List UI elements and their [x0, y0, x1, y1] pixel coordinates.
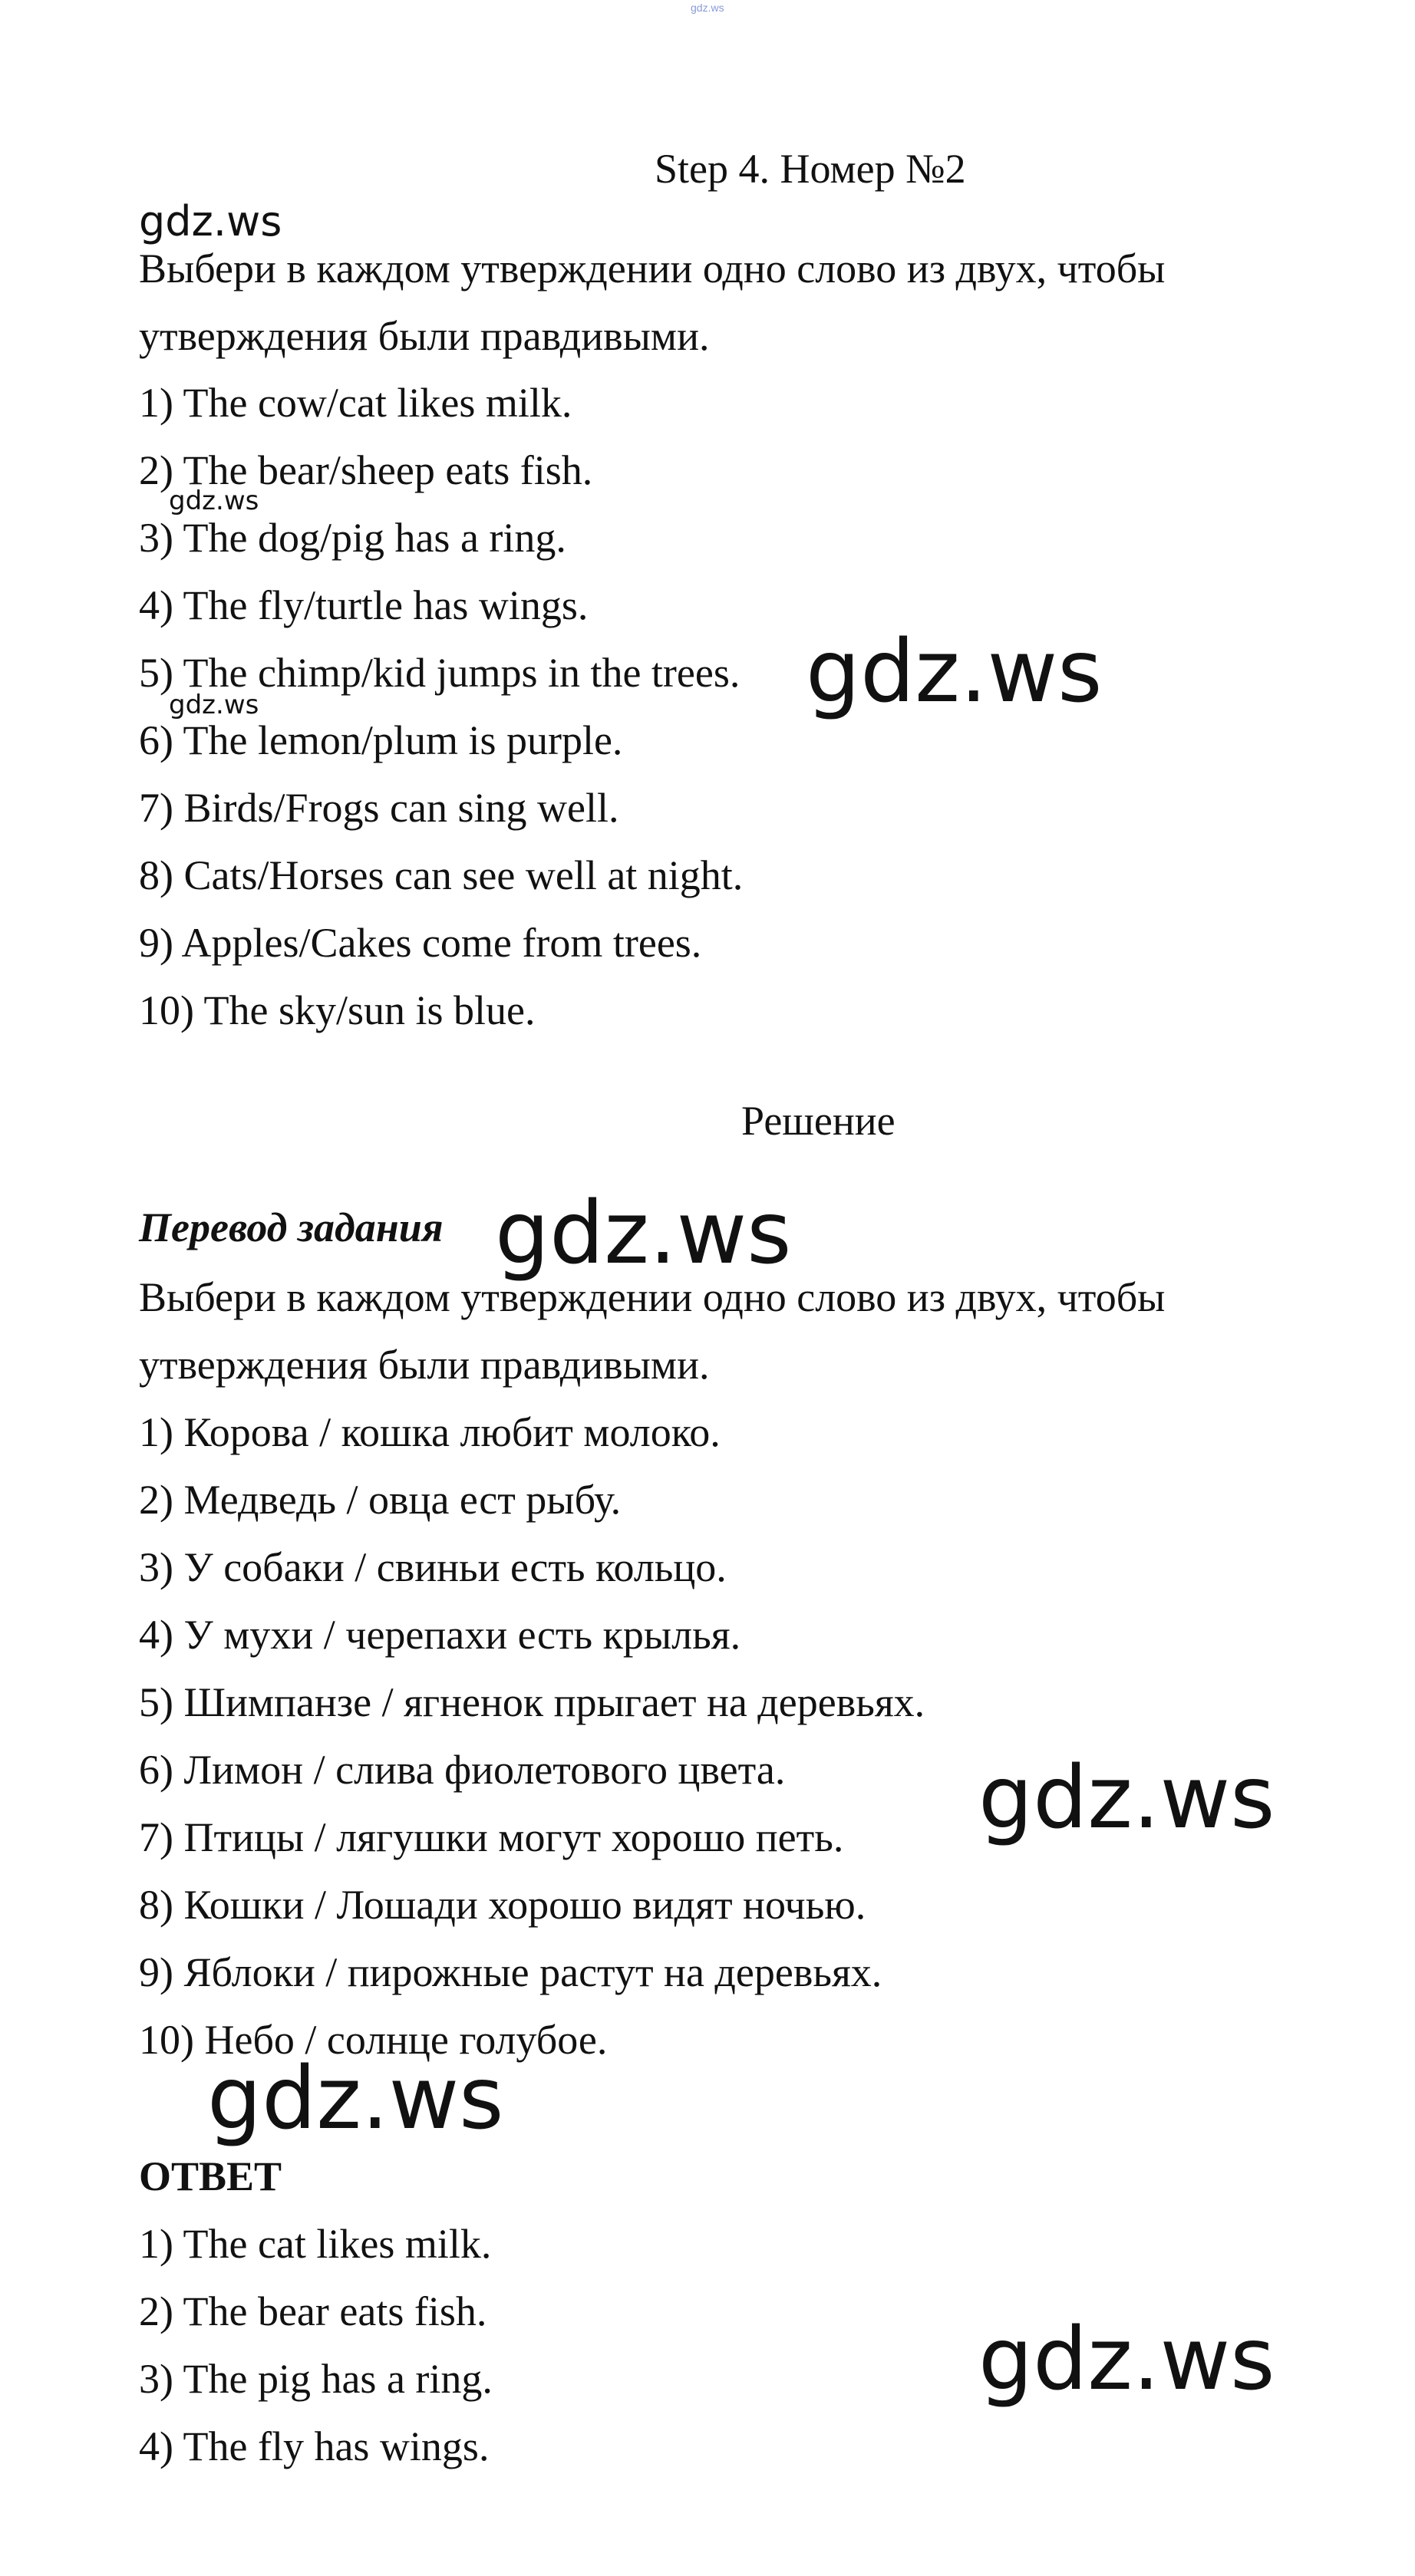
solution-heading: Решение	[741, 1098, 896, 1144]
page-title: Step 4. Номер №2	[655, 146, 966, 192]
watermark: gdz.ws	[495, 1184, 792, 1283]
task-item: 6) The lemon/plum is purple.	[139, 717, 623, 763]
watermark: gdz.ws	[806, 622, 1103, 722]
task-instruction-line-2: утверждения были правдивыми.	[139, 313, 710, 359]
task-item: 10) The sky/sun is blue.	[139, 987, 536, 1033]
translation-item: 1) Корова / кошка любит молоко.	[139, 1409, 721, 1455]
translation-item: 9) Яблоки / пирожные растут на деревьях.	[139, 1949, 882, 1995]
translation-item: 5) Шимпанзе / ягненок прыгает на деревьях.	[139, 1679, 925, 1725]
watermark: gdz.ws	[978, 1748, 1275, 1848]
translation-item: 7) Птицы / лягушки могут хорошо петь.	[139, 1814, 844, 1860]
answer-item: 3) The pig has a ring.	[139, 2356, 493, 2402]
watermark: gdz.ws	[169, 690, 259, 720]
answer-item: 4) The fly has wings.	[139, 2423, 490, 2469]
task-item: 5) The chimp/kid jumps in the trees.	[139, 650, 740, 696]
top-watermark: gdz.ws	[691, 2, 724, 14]
watermark: gdz.ws	[169, 486, 259, 516]
translation-instruction-line-2: утверждения были правдивыми.	[139, 1342, 710, 1388]
task-item: 2) The bear/sheep eats fish.	[139, 447, 593, 493]
translation-item: 8) Кошки / Лошади хорошо видят ночью.	[139, 1882, 866, 1928]
task-item: 1) The cow/cat likes milk.	[139, 380, 572, 426]
watermark: gdz.ws	[207, 2049, 504, 2149]
task-item: 9) Apples/Cakes come from trees.	[139, 920, 702, 966]
answer-item: 1) The cat likes milk.	[139, 2221, 492, 2267]
translation-heading: Перевод задания	[139, 1204, 444, 1250]
task-item: 8) Cats/Horses can see well at night.	[139, 852, 744, 898]
watermark: gdz.ws	[139, 197, 282, 245]
watermark: gdz.ws	[978, 2310, 1275, 2410]
translation-item: 4) У мухи / черепахи есть крылья.	[139, 1612, 741, 1658]
translation-item: 6) Лимон / слива фиолетового цвета.	[139, 1747, 786, 1793]
answer-item: 2) The bear eats fish.	[139, 2288, 487, 2334]
translation-instruction-line-1: Выбери в каждом утверждении одно слово из двух, чтобы	[139, 1274, 1166, 1320]
task-item: 7) Birds/Frogs can sing well.	[139, 785, 619, 831]
translation-item: 10) Небо / солнце голубое.	[139, 2017, 608, 2063]
task-item: 4) The fly/turtle has wings.	[139, 582, 589, 628]
task-item: 3) The dog/pig has a ring.	[139, 515, 566, 561]
translation-item: 2) Медведь / овца ест рыбу.	[139, 1477, 622, 1523]
answer-heading: ОТВЕТ	[139, 2153, 282, 2199]
translation-item: 3) У собаки / свиньи есть кольцо.	[139, 1544, 727, 1590]
task-instruction-line-1: Выбери в каждом утверждении одно слово из двух, чтобы	[139, 245, 1166, 292]
